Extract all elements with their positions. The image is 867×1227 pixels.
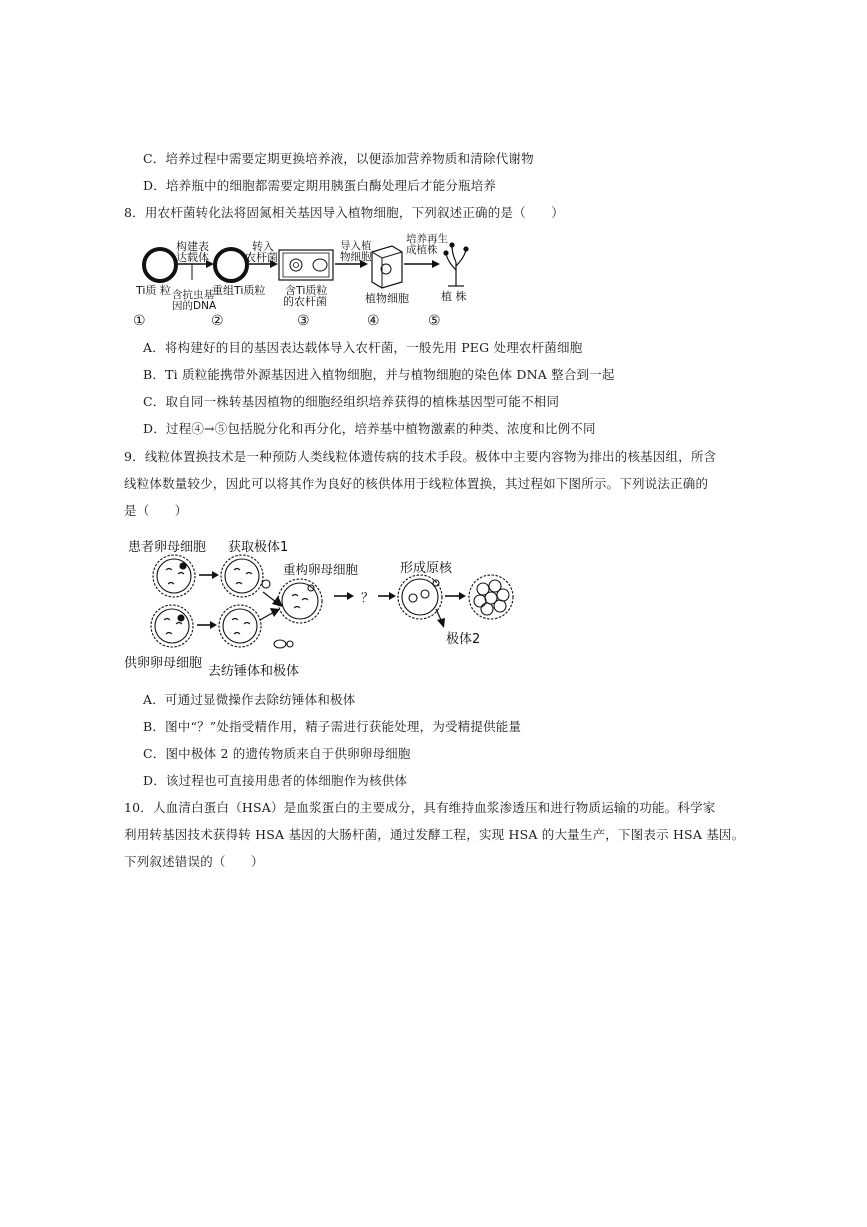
reconstructed-oocyte-cell — [278, 579, 322, 623]
label-agro-2: 的农杆菌 — [283, 295, 327, 308]
q10-stem-line3: 下列叙述错误的（ ） — [124, 854, 264, 869]
q8-option-c: C．取自同一株转基因植物的细胞经组织培养获得的植株基因型可能不相同 — [143, 394, 560, 409]
q8-option-a: A．将构建好的目的基因表达载体导入农杆菌，一般先用 PEG 处理农杆菌细胞 — [143, 340, 583, 355]
label-plant-cell: 植物细胞 — [365, 292, 409, 305]
q9-option-b: B．图中“？”处指受精作用，精子需进行获能处理，为受精提供能量 — [143, 719, 522, 734]
label-plant: 植 株 — [441, 290, 467, 303]
label-polar-body-2: 极体2 — [446, 632, 481, 647]
label-patient-oocyte: 患者卵母细胞 — [128, 540, 207, 555]
step-number-1: ① — [133, 313, 146, 329]
label-agro-1: 含Ti质粒 — [285, 284, 328, 297]
q7-option-d: D．培养瓶中的细胞都需要定期用胰蛋白酶处理后才能分瓶培养 — [143, 178, 497, 193]
q8-stem: 8．用农杆菌转化法将固氮相关基因导入植物细胞，下列叙述正确的是（ ） — [124, 205, 564, 220]
label-gene-dna-1: 含抗虫基 — [172, 289, 214, 301]
q9-stem-line2: 线粒体数量较少，因此可以将其作为良好的核供体用于线粒体置换，其过程如下图所示。下列说法正确的 — [124, 476, 709, 491]
q9-option-d: D．该过程也可直接用患者的体细胞作为核供体 — [143, 773, 408, 788]
label-form-pronucleus: 形成原核 — [400, 561, 453, 576]
label-question-mark: ？ — [361, 591, 375, 606]
q9-stem-line3: 是（ ） — [124, 503, 188, 518]
q9-option-c: C．图中极体 2 的遗传物质来自于供卵卵母细胞 — [143, 746, 411, 761]
q10-stem-line2: 利用转基因技术获得转 HSA 基因的大肠杆菌，通过发酵工程，实现 HSA 的大量生产，下图表示 HSA 基因。 — [124, 827, 745, 842]
label-donor-oocyte: 供卵卵母细胞 — [124, 656, 203, 671]
step-number-3: ③ — [297, 313, 310, 329]
oocyte-after-polar-body-cell — [221, 555, 270, 597]
label-import-1: 导入植 — [340, 240, 372, 252]
label-import-2: 物细胞 — [340, 251, 372, 263]
label-build-2: 达载体 — [176, 251, 209, 264]
q7-option-c: C．培养过程中需要定期更换培养液，以便添加营养物质和清除代谢物 — [143, 151, 534, 166]
pronucleus-cell — [398, 575, 442, 619]
label-get-polar-body: 获取极体1 — [228, 540, 289, 555]
label-remove-spindle: 去纺锤体和极体 — [208, 664, 300, 679]
label-build-1: 构建表 — [176, 240, 209, 253]
label-transfer-1: 转入 — [252, 240, 274, 253]
label-gene-dna-2: 因的DNA — [172, 300, 217, 312]
step-number-5: ⑤ — [428, 313, 441, 329]
q9-stem-line1: 9．线粒体置换技术是一种预防人类线粒体遗传病的技术手段。极体中主要内容物为排出的核基因组，所含 — [124, 449, 717, 464]
label-culture-1: 培养再生 — [406, 233, 448, 245]
label-transfer-2: 农杆菌 — [245, 251, 278, 264]
label-culture-2: 成植株 — [406, 244, 438, 256]
q9-option-a: A．可通过显微操作去除纺锤体和极体 — [143, 692, 356, 707]
patient-oocyte-cell — [153, 555, 195, 597]
q8-option-b: B．Ti 质粒能携带外源基因进入植物细胞，并与植物细胞的染色体 DNA 整合到一起 — [143, 367, 615, 382]
q10-stem-line1: 10．人血清白蛋白（HSA）是血浆蛋白的主要成分，具有维持血浆渗透压和进行物质运输的功能。科学家 — [124, 800, 716, 815]
enucleated-oocyte-cell — [219, 605, 293, 648]
donor-oocyte-cell — [151, 605, 193, 647]
step-number-4: ④ — [367, 313, 380, 329]
label-recombinant-ti: 重组Ti质粒 — [212, 284, 266, 297]
step-number-2: ② — [211, 313, 224, 329]
embryo-cluster — [469, 575, 513, 619]
label-reconstructed: 重构卵母细胞 — [283, 562, 359, 577]
q8-option-d: D．过程④→⑤包括脱分化和再分化，培养基中植物激素的种类、浓度和比例不同 — [143, 421, 596, 436]
label-ti-plasmid: Ti质 粒 — [136, 284, 171, 297]
